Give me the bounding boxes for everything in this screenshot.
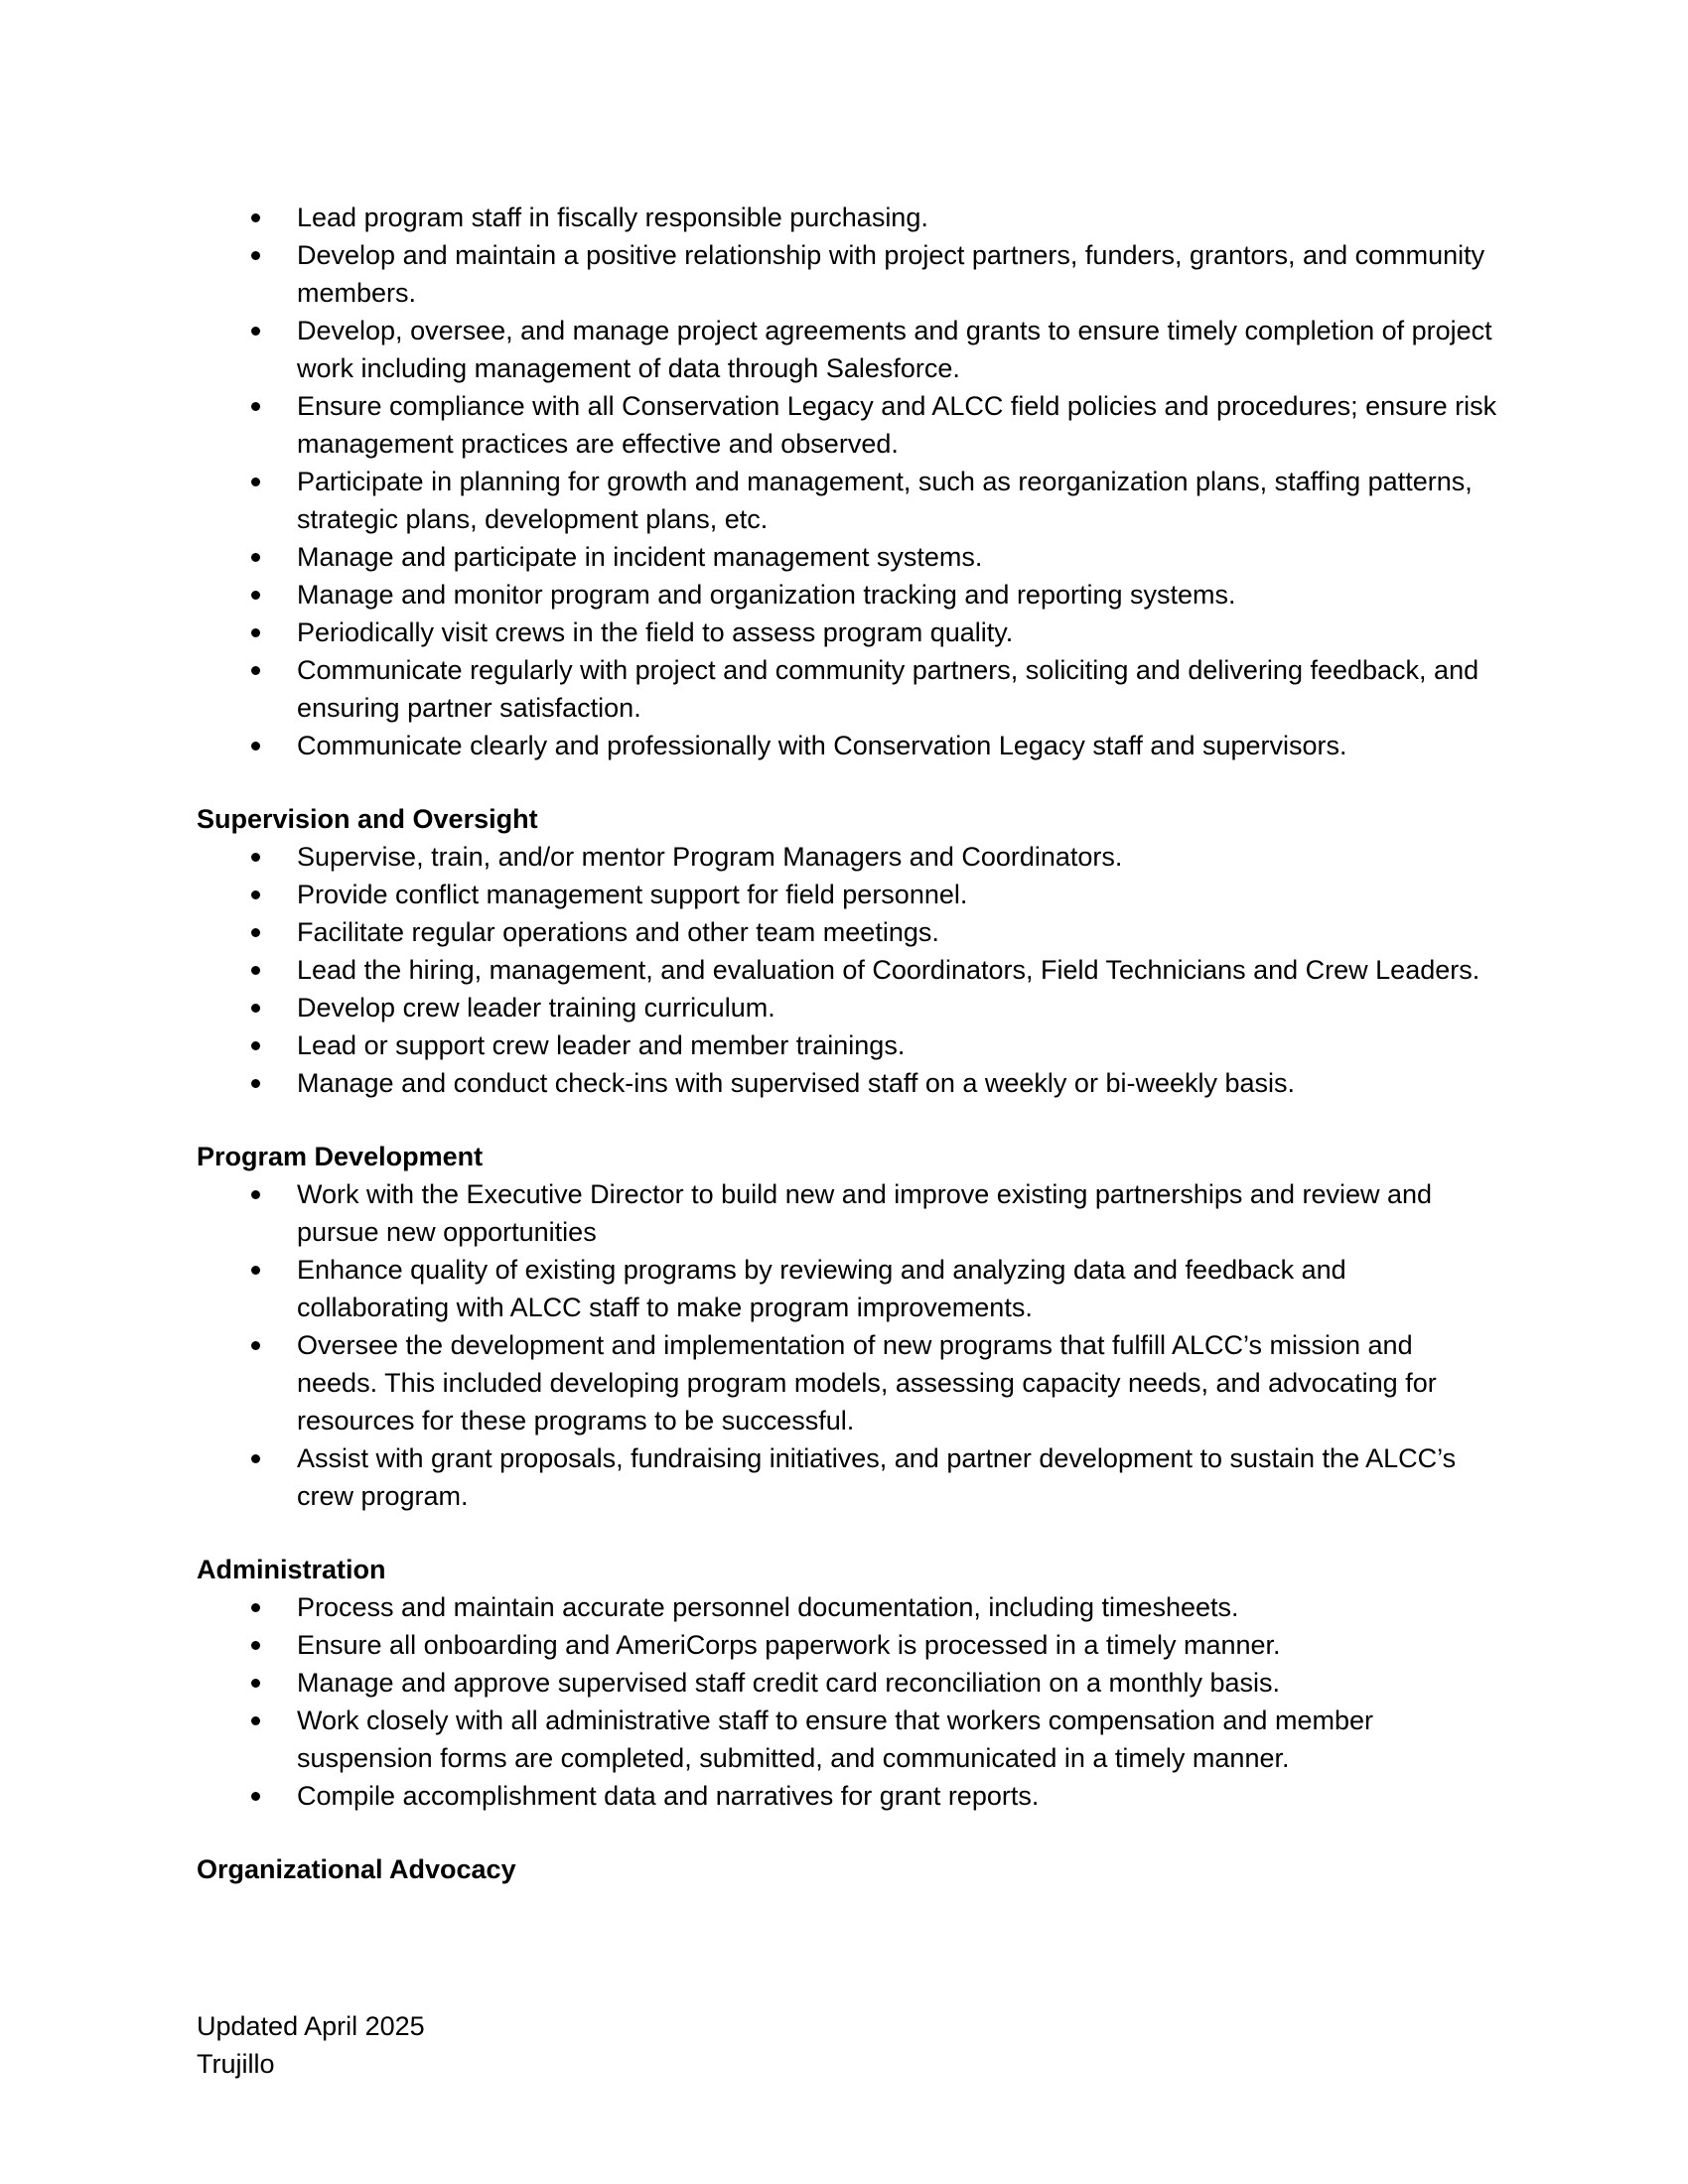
list-item: [197, 1702, 1498, 1777]
bullet-icon: [251, 1341, 260, 1350]
list-item: [197, 614, 1498, 651]
list-item: [197, 1777, 1498, 1815]
list-item: [197, 1626, 1498, 1664]
list-item: [197, 236, 1498, 312]
bullet-icon: [251, 1004, 260, 1013]
list-item: [197, 838, 1498, 876]
section: [197, 1551, 1497, 1815]
list-item-text: Oversee the development and implementation of new programs that fulfill ALCC’s mission and needs. This included developing program models, assessing capacity needs, and advocating for resources for these programs to be successful.: [297, 1330, 1437, 1435]
bullet-icon: [251, 1792, 260, 1801]
list-item: [197, 1664, 1498, 1702]
section-heading: Administration: [197, 1555, 386, 1584]
document-body: [197, 199, 1497, 1888]
bullet-list: [197, 1175, 1497, 1515]
list-item-text: Supervise, train, and/or mentor Program Managers and Coordinators.: [297, 842, 1123, 872]
list-item-text: Facilitate regular operations and other team meetings.: [297, 917, 939, 947]
list-item: [197, 951, 1498, 989]
section: [197, 800, 1497, 1102]
bullet-icon: [251, 1603, 260, 1612]
list-item-text: Manage and conduct check-ins with supervised staff on a weekly or bi-weekly basis.: [297, 1068, 1296, 1098]
bullet-icon: [251, 1079, 260, 1088]
bullet-icon: [251, 966, 260, 975]
list-item: [197, 199, 1498, 236]
list-item: [197, 913, 1498, 951]
section: [197, 1850, 1497, 1888]
list-item-text: Enhance quality of existing programs by reviewing and analyzing data and feedback and collaborating with ALCC staff to make program improvements.: [297, 1255, 1346, 1322]
bullet-icon: [251, 666, 260, 675]
bullet-icon: [251, 853, 260, 862]
list-item-text: Ensure compliance with all Conservation Legacy and ALCC field policies and procedures; ensure risk management practices are effective and observed.: [297, 391, 1497, 459]
list-item: [197, 1251, 1498, 1326]
list-item: [197, 576, 1498, 614]
author-name: Trujillo: [197, 2049, 275, 2079]
list-item: [197, 1026, 1498, 1064]
bullet-icon: [251, 553, 260, 562]
list-item-text: Develop crew leader training curriculum.: [297, 993, 775, 1023]
list-item-text: Manage and monitor program and organization tracking and reporting systems.: [297, 580, 1236, 610]
bullet-icon: [251, 478, 260, 486]
list-item: [197, 387, 1498, 463]
bullet-icon: [251, 1454, 260, 1463]
list-item-text: Assist with grant proposals, fundraising initiatives, and partner development to sustain the ALCC’s crew program.: [297, 1443, 1457, 1511]
updated-date: Updated April 2025: [197, 2011, 425, 2041]
list-item-text: Provide conflict management support for field personnel.: [297, 880, 968, 909]
list-item-text: Compile accomplishment data and narratives for grant reports.: [297, 1781, 1040, 1811]
list-item-text: Process and maintain accurate personnel documentation, including timesheets.: [297, 1592, 1239, 1622]
bullet-icon: [251, 628, 260, 637]
list-item: [197, 1064, 1498, 1102]
bullet-icon: [251, 213, 260, 222]
bullet-icon: [251, 928, 260, 937]
list-item: [197, 651, 1498, 727]
list-item-text: Manage and participate in incident management systems.: [297, 542, 983, 572]
bullet-icon: [251, 591, 260, 600]
list-item: [197, 312, 1498, 387]
list-item-text: Participate in planning for growth and management, such as reorganization plans, staffing patterns, strategic plans, development plans, etc.: [297, 467, 1473, 534]
document-footer: [197, 2007, 425, 2083]
bullet-icon: [251, 402, 260, 411]
list-item: [197, 1326, 1498, 1439]
list-item-text: Lead the hiring, management, and evaluation of Coordinators, Field Technicians and Crew Leaders.: [297, 955, 1480, 985]
list-item: [197, 463, 1498, 538]
list-item-text: Lead program staff in fiscally responsible purchasing.: [297, 203, 928, 232]
bullet-icon: [251, 1679, 260, 1688]
bullet-icon: [251, 1266, 260, 1275]
list-item-text: Develop, oversee, and manage project agreements and grants to ensure timely completion of project work including management of data through Salesforce.: [297, 316, 1492, 383]
list-item-text: Develop and maintain a positive relationship with project partners, funders, grantors, and community members.: [297, 240, 1485, 308]
list-item: [197, 1588, 1498, 1626]
list-item: [197, 1175, 1498, 1251]
bullet-icon: [251, 251, 260, 260]
list-item: [197, 1439, 1498, 1515]
list-item: [197, 727, 1498, 764]
list-item-text: Work with the Executive Director to build new and improve existing partnerships and review and pursue new opportunities: [297, 1179, 1433, 1247]
list-item-text: Communicate regularly with project and community partners, soliciting and delivering feedback, and ensuring partner satisfaction.: [297, 655, 1479, 723]
bullet-icon: [251, 327, 260, 336]
section: [197, 1138, 1497, 1515]
list-item: [197, 876, 1498, 913]
section-heading: Supervision and Oversight: [197, 804, 538, 834]
section-heading: Organizational Advocacy: [197, 1854, 516, 1884]
bullet-icon: [251, 890, 260, 899]
section-heading: Program Development: [197, 1142, 484, 1171]
bullet-icon: [251, 1041, 260, 1050]
list-item: [197, 538, 1498, 576]
list-item-text: Periodically visit crews in the field to assess program quality.: [297, 617, 1014, 647]
section: [197, 199, 1497, 764]
bullet-list: [197, 1588, 1497, 1815]
list-item-text: Work closely with all administrative staff to ensure that workers compensation and member suspension forms are completed, submitted, and communicated in a timely manner.: [297, 1706, 1373, 1773]
bullet-icon: [251, 1641, 260, 1650]
bullet-list: [197, 199, 1497, 764]
list-item-text: Manage and approve supervised staff credit card reconciliation on a monthly basis.: [297, 1668, 1281, 1698]
bullet-icon: [251, 742, 260, 751]
list-item-text: Ensure all onboarding and AmeriCorps paperwork is processed in a timely manner.: [297, 1630, 1281, 1660]
list-item-text: Lead or support crew leader and member trainings.: [297, 1030, 906, 1060]
bullet-list: [197, 838, 1497, 1102]
list-item-text: Communicate clearly and professionally with Conservation Legacy staff and supervisors.: [297, 731, 1347, 760]
bullet-icon: [251, 1190, 260, 1199]
list-item: [197, 989, 1498, 1026]
bullet-icon: [251, 1716, 260, 1725]
